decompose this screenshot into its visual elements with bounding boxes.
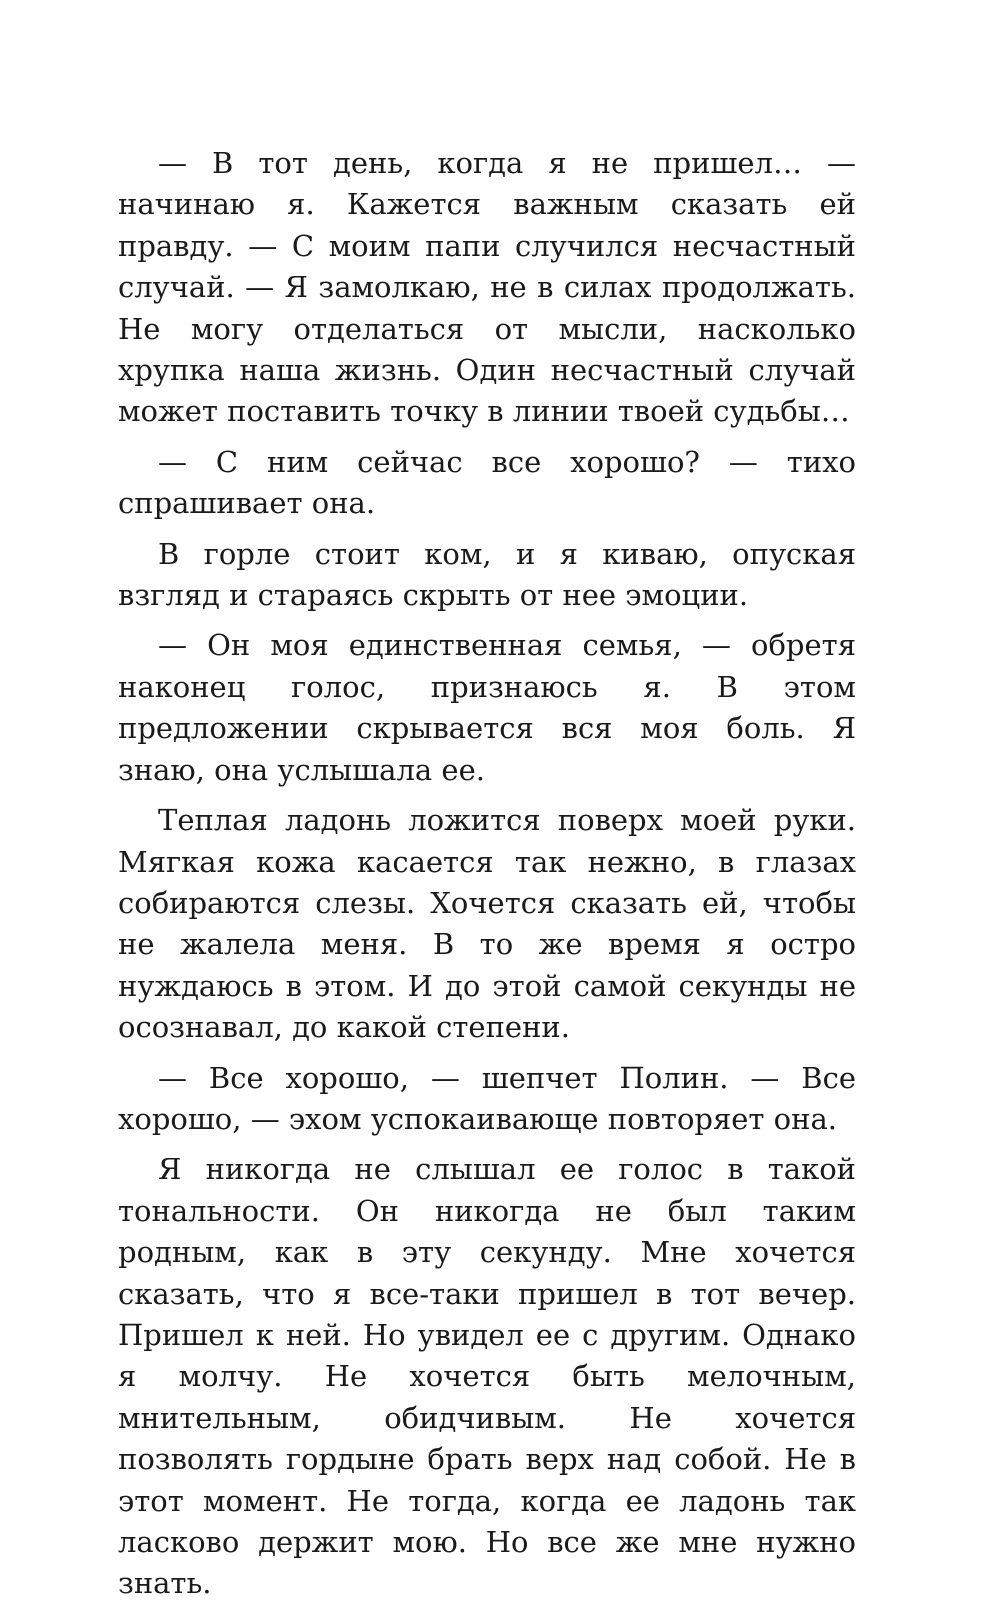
paragraph-2: — С ним сейчас все хорошо? — тихо спрашивает она. <box>118 444 856 521</box>
paragraph-6: — Все хорошо, — шепчет Полин. — Все хорошо, — эхом успокаивающе повторяет она. <box>118 1060 856 1136</box>
paragraph-3: В горле стоит ком, и я киваю, опуская взгляд и стараясь скрыть от нее эмоции. <box>118 536 856 613</box>
paragraph-7: Я никогда не слышал ее голос в такой тональности. Он никогда не был таким родным, как в эту секунду. Мне хочется сказать, что я все-таки пришел в тот вечер. Пришел к ней. Но увидел ее с другим. Однако я молчу. Не хочется быть мелочным, мнительным, обидчивым. Не хочется позволять гордыне брать верх над собой. Не в этот момент. Не тогда, когда ее ладонь так ласково держит мою. Но все же мне нужно знать. <box>118 1152 856 1601</box>
paragraph-4: — Он моя единственная семья, — обретя наконец голос, признаюсь я. В этом предложении скрывается вся моя боль. Я знаю, она услышала ее. <box>118 628 856 787</box>
paragraph-5: Теплая ладонь ложится поверх моей руки. Мягкая кожа касается так нежно, в глазах собираются слезы. Хочется сказать ей, чтобы не жалела меня. В то же время я остро нуждаюсь в этом. И до этой самой секунды не осознавал, до какой степени. <box>118 803 856 1045</box>
page-text <box>118 143 856 1605</box>
paragraph-1: — В тот день, когда я не пришел… — начинаю я. Кажется важным сказать ей правду. — С моим папи случился несчастный случай. — Я замолкаю, не в силах продолжать. Не могу отделаться от мысли, насколько хрупка наша жизнь. Один несчастный случай может поставить точку в линии твоей судьбы… <box>118 146 856 429</box>
